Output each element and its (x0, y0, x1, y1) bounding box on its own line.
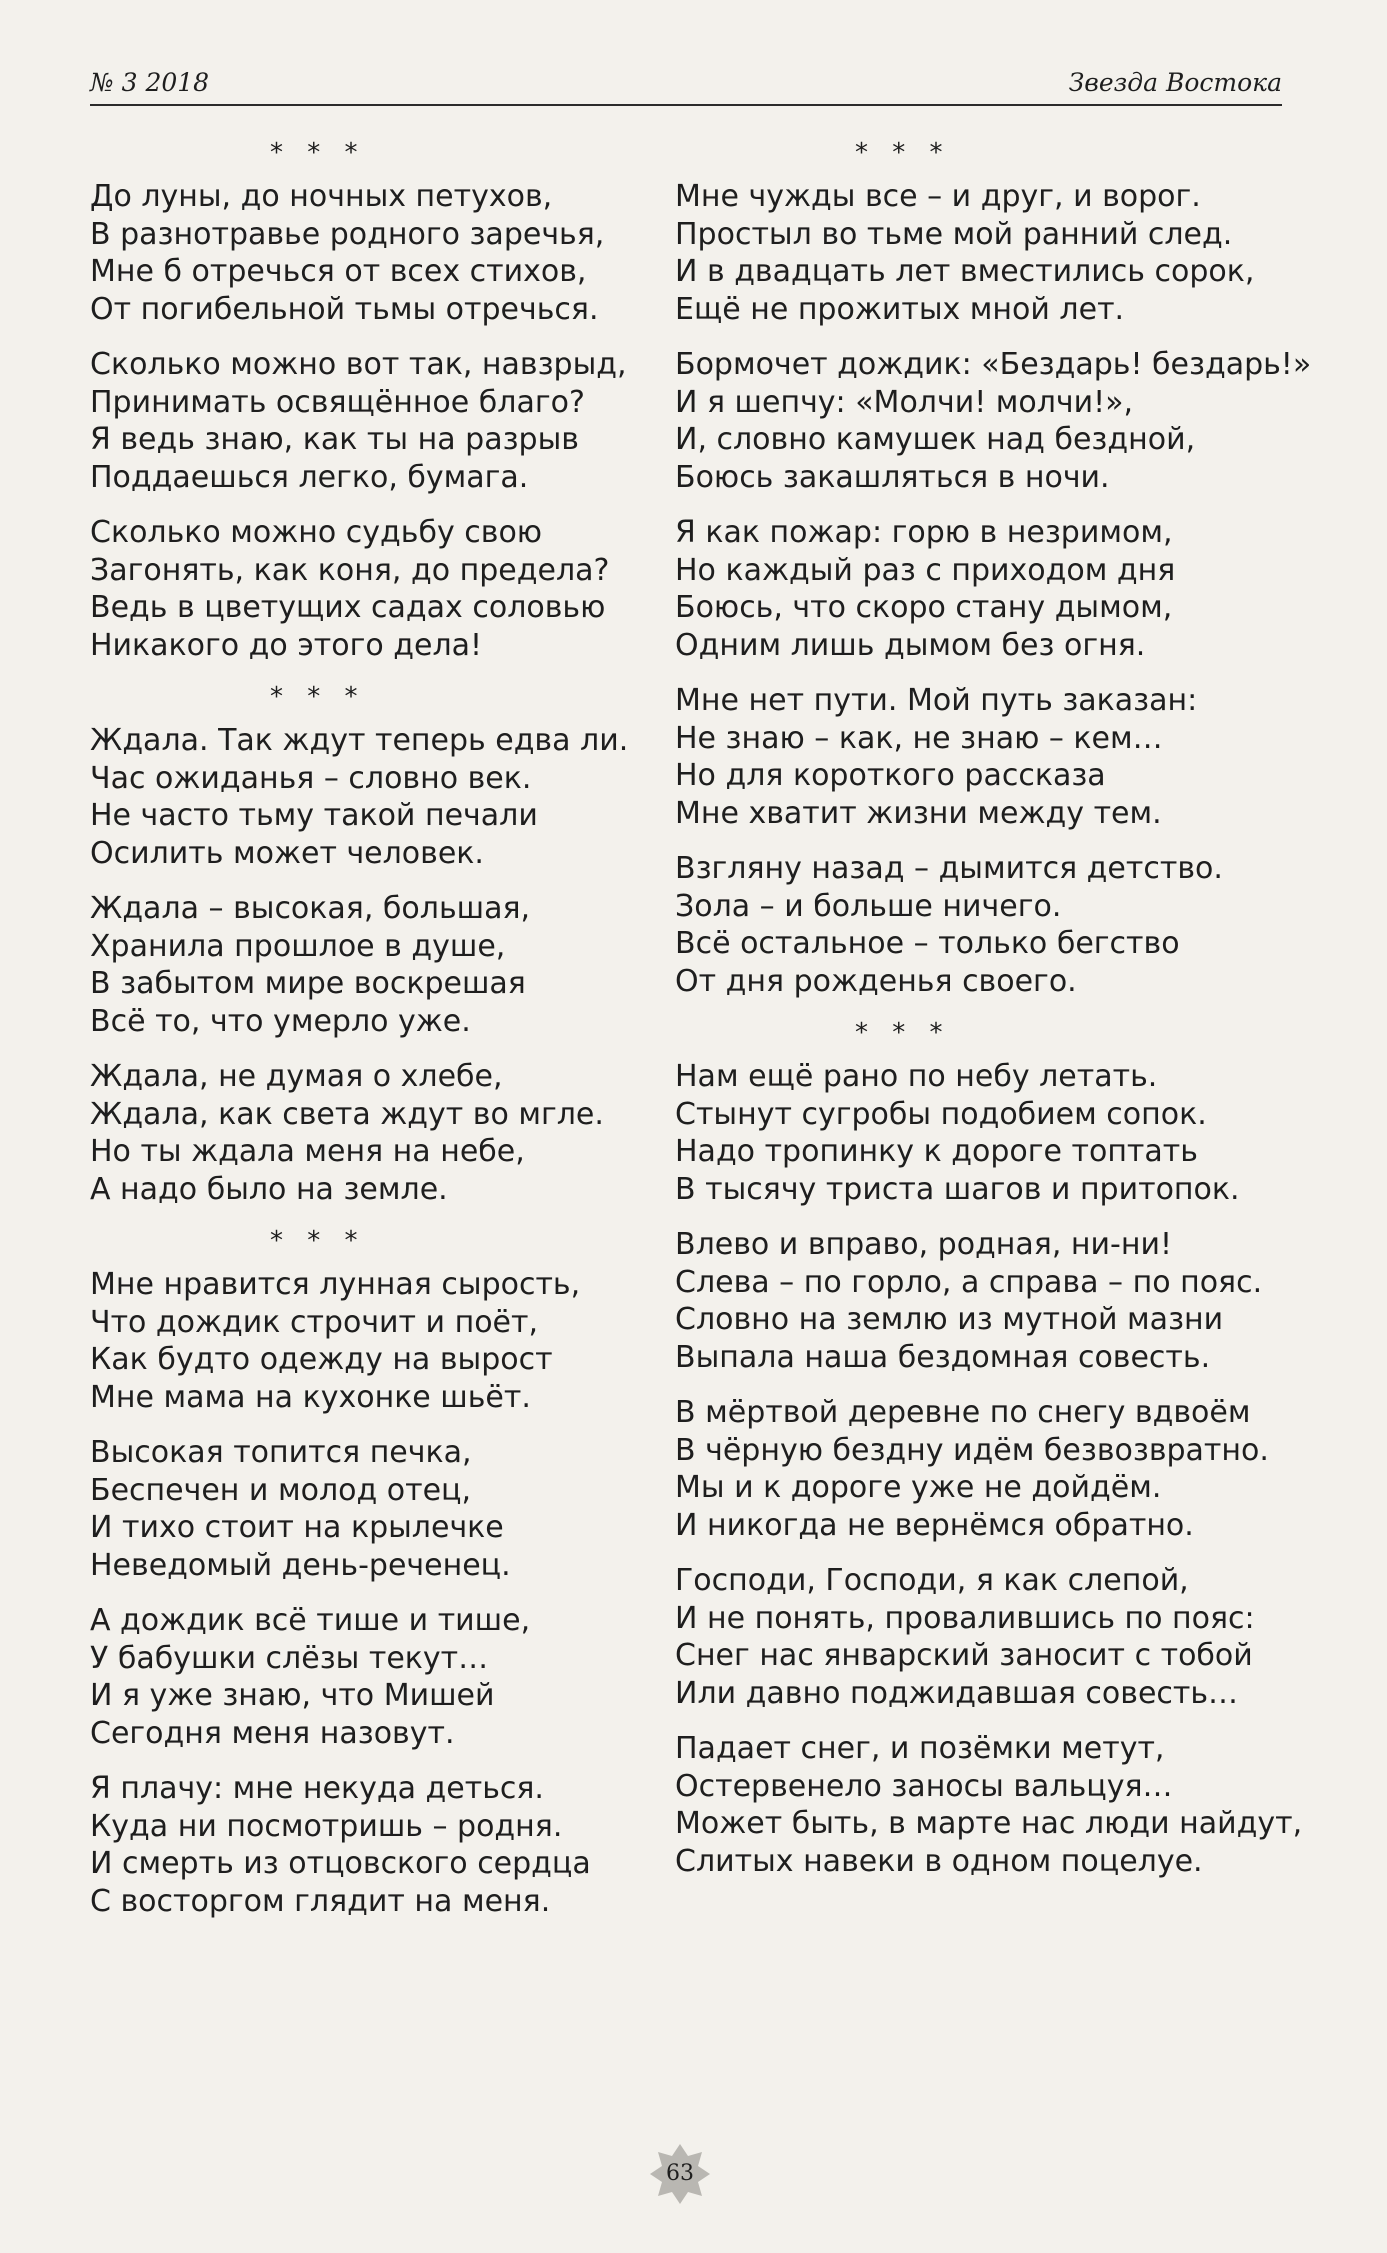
verse-line: Простыл во тьме мой ранний след. (675, 216, 1233, 252)
verse-line: Всё остальное – только бегство (675, 926, 1180, 961)
page-number-badge (648, 2142, 712, 2206)
verse-line: Я плачу: мне некуда деться. (90, 1771, 544, 1806)
verse-line: Но для короткого рассказа (675, 758, 1106, 793)
verse-line: Беспечен и молод отец, (90, 1472, 472, 1508)
stanza (675, 1058, 1295, 1208)
verse-line: И я уже знаю, что Мишей (90, 1678, 495, 1713)
verse-line: В мёртвой деревне по снегу вдвоём (675, 1395, 1251, 1430)
verse-line: Слитых навеки в одном поцелуе. (675, 1843, 1203, 1879)
verse-line: Куда ни посмотришь – родня. (90, 1808, 563, 1844)
verse-line: Боюсь, что скоро стану дымом, (675, 590, 1173, 625)
verse-line: Мне чужды все – и друг, и ворог. (675, 179, 1201, 214)
verse-line: Хранила прошлое в душе, (90, 928, 506, 964)
verse-line: Словно на землю из мутной мазни (675, 1302, 1224, 1337)
stanza (90, 178, 650, 328)
verse-line: Или давно поджидавшая совесть… (675, 1675, 1239, 1711)
issue-number: № 3 2018 (90, 68, 210, 97)
stanza (90, 722, 650, 872)
verse-line: Мне нет пути. Мой путь заказан: (675, 683, 1198, 718)
verse-line: И никогда не вернёмся обратно. (675, 1507, 1194, 1543)
left-column (90, 140, 650, 1940)
verse-line: Зола – и больше ничего. (675, 888, 1062, 924)
verse-line: Но каждый раз с приходом дня (675, 552, 1176, 588)
stanza (90, 346, 650, 496)
verse-line: До луны, до ночных петухов, (90, 179, 553, 214)
verse-line: С восторгом глядит на меня. (90, 1883, 551, 1919)
verse-line: Стынут сугробы подобием сопок. (675, 1096, 1207, 1132)
verse-line: А дождик всё тише и тише, (90, 1603, 531, 1638)
verse-line: Неведомый день-реченец. (90, 1547, 511, 1583)
stanza (90, 1770, 650, 1920)
verse-line: Снег нас январский заносит с тобой (675, 1638, 1253, 1673)
poem-separator: * * * (855, 1018, 951, 1048)
verse-line: Сегодня меня назовут. (90, 1715, 455, 1751)
journal-title: Звезда Востока (1068, 68, 1282, 97)
poem-separator: * * * (270, 138, 366, 168)
page-number: 63 (666, 2161, 694, 2186)
verse-line: Ждала, как света ждут во мгле. (90, 1096, 604, 1132)
verse-line: Мне б отречься от всех стихов, (90, 254, 587, 289)
verse-line: Боюсь закашляться в ночи. (675, 459, 1110, 495)
verse-line: Надо тропинку к дороге топтать (675, 1134, 1198, 1169)
verse-line: Выпала наша бездомная совесть. (675, 1339, 1211, 1375)
verse-line: В тысячу триста шагов и притопок. (675, 1171, 1240, 1207)
verse-line: От погибельной тьмы отречься. (90, 291, 599, 327)
poem (90, 684, 650, 1208)
verse-line: В разнотравье родного заречья, (90, 216, 605, 252)
verse-line: Высокая топится печка, (90, 1435, 472, 1470)
verse-line: Мне хватит жизни между тем. (675, 795, 1162, 831)
verse-line: Слева – по горло, а справа – по пояс. (675, 1264, 1263, 1300)
stanza (90, 1058, 650, 1208)
verse-line: Господи, Господи, я как слепой, (675, 1563, 1189, 1598)
verse-line: Осилить может человек. (90, 835, 484, 871)
verse-line: Я ведь знаю, как ты на разрыв (90, 422, 579, 457)
verse-line: Одним лишь дымом без огня. (675, 627, 1146, 663)
poem (90, 1228, 650, 1920)
verse-line: Мне мама на кухонке шьёт. (90, 1379, 531, 1415)
verse-line: Поддаешься легко, бумага. (90, 459, 529, 495)
verse-line: Сколько можно судьбу свою (90, 515, 543, 550)
stanza (90, 514, 650, 664)
verse-line: Может быть, в марте нас люди найдут, (675, 1806, 1303, 1841)
stanza (675, 514, 1295, 664)
verse-line: Взгляну назад – дымится детство. (675, 851, 1223, 886)
stanza (90, 1266, 650, 1416)
verse-line: Всё то, что умерло уже. (90, 1003, 471, 1039)
page-header (90, 62, 1282, 106)
stanza (90, 1602, 650, 1752)
verse-line: Ждала – высокая, большая, (90, 891, 531, 926)
poem (675, 1018, 1303, 1880)
verse-line: Мне нравится лунная сырость, (90, 1267, 581, 1302)
stanza (675, 850, 1295, 1000)
verse-line: А надо было на земле. (90, 1171, 448, 1207)
stanza (675, 1730, 1303, 1880)
stanza (675, 1394, 1295, 1544)
stanza (90, 1434, 650, 1584)
verse-line: Не часто тьму такой печали (90, 798, 538, 833)
verse-line: Ещё не прожитых мной лет. (675, 291, 1125, 327)
verse-line: Ждала, не думая о хлебе, (90, 1059, 503, 1094)
verse-line: Что дождик строчит и поёт, (90, 1304, 539, 1340)
verse-line: И не понять, провалившись по пояс: (675, 1600, 1255, 1636)
verse-line: И смерть из отцовского сердца (90, 1846, 591, 1881)
stanza (675, 682, 1295, 832)
poem-separator: * * * (270, 1226, 366, 1256)
verse-line: В забытом мире воскрешая (90, 966, 526, 1001)
verse-line: Падает снег, и позёмки метут, (675, 1731, 1165, 1766)
verse-line: Никакого до этого дела! (90, 627, 483, 663)
verse-line: Мы и к дороге уже не дойдём. (675, 1470, 1162, 1505)
stanza (675, 346, 1312, 496)
verse-line: И в двадцать лет вместились сорок, (675, 254, 1255, 289)
verse-line: И я шепчу: «Молчи! молчи!», (675, 384, 1134, 420)
verse-line: В чёрную бездну идём безвозвратно. (675, 1432, 1269, 1468)
verse-line: Я как пожар: горю в незримом, (675, 515, 1173, 550)
verse-line: Ждала. Так ждут теперь едва ли. (90, 723, 629, 758)
verse-line: Бормочет дождик: «Бездарь! бездарь!» (675, 347, 1312, 382)
verse-line: Сколько можно вот так, навзрыд, (90, 347, 627, 382)
stanza (675, 178, 1295, 328)
stanza (90, 890, 650, 1040)
verse-line: От дня рожденья своего. (675, 963, 1077, 999)
verse-line: Нам ещё рано по небу летать. (675, 1059, 1158, 1094)
verse-line: Влево и вправо, родная, ни-ни! (675, 1227, 1172, 1262)
verse-line: Принимать освящённое благо? (90, 384, 585, 420)
verse-line: Не знаю – как, не знаю – кем… (675, 720, 1163, 756)
verse-line: Ведь в цветущих садах соловью (90, 590, 606, 625)
verse-line: Но ты ждала меня на небе, (90, 1134, 525, 1169)
verse-line: Остервенело заносы вальцуя… (675, 1768, 1173, 1804)
poem (675, 138, 1312, 1000)
verse-line: Как будто одежду на вырост (90, 1342, 553, 1377)
verse-line: Час ожиданья – словно век. (90, 760, 532, 796)
poem-separator: * * * (270, 682, 366, 712)
verse-line: И, словно камушек над бездной, (675, 422, 1196, 457)
right-column (675, 138, 1312, 1900)
stanza (675, 1562, 1295, 1712)
poem (90, 140, 650, 664)
verse-line: У бабушки слёзы текут… (90, 1640, 489, 1676)
verse-line: Загонять, как коня, до предела? (90, 552, 610, 588)
poem-separator: * * * (855, 138, 951, 168)
verse-line: И тихо стоит на крылечке (90, 1510, 504, 1545)
stanza (675, 1226, 1295, 1376)
